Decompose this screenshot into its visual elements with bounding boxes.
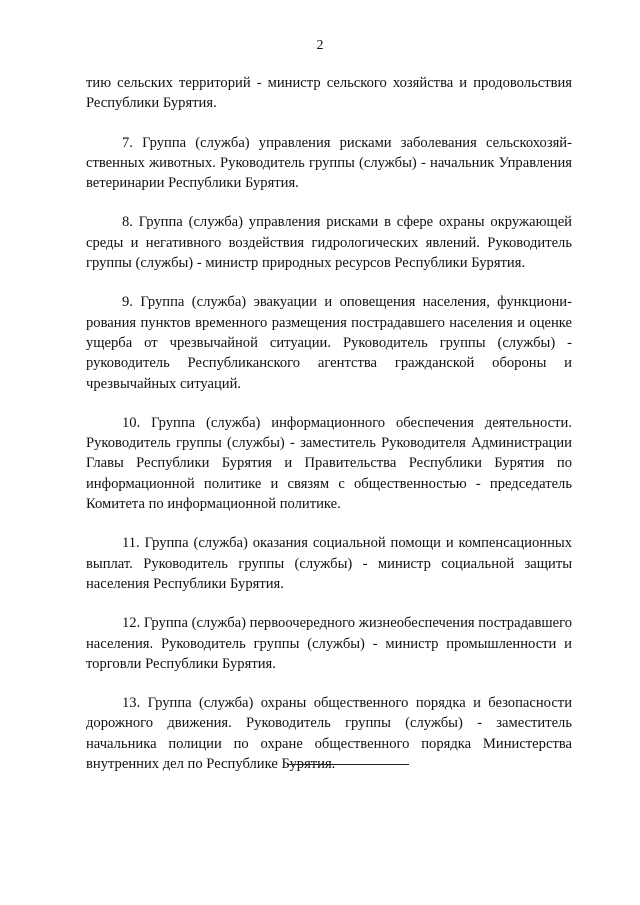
paragraph-continuation: тию сельских территорий - министр сельского хозяйства и продовольствия Республики Бурятия. [86,75,572,112]
end-of-document-rule [287,764,409,765]
paragraph-item-13: 13. Группа (служба) охраны общественного порядка и безопасности дорожного движения. Руководитель группы (службы) - заместитель начальника полиции по охране общественного порядка Министерства внутренних дел по Республике Бурятия. [86,695,572,773]
paragraph-item-10: 10. Группа (служба) информационного обеспечения деятельности. Руководитель группы (службы) - заместитель Руководителя Администрации Главы Республики Бурятия и Правительства Республики Бурятия по информационной политике и связям с общественностью - председатель Комитета по информационной политике. [86,414,572,513]
paragraph-item-8: 8. Группа (служба) управления рисками в сфере охраны окружающей среды и негативного воздействия гидрологических явлений. Руководитель группы (службы) - министр природных ресурсов Республики Бурятия. [86,214,572,272]
paragraph-item-12: 12. Группа (служба) первоочередного жизнеобеспечения пострадавшего населения. Руководитель группы (службы) - министр промышленности и торговли Республики Бурятия. [86,615,572,672]
document-body [86,73,572,793]
paragraph-item-9: 9. Группа (служба) эвакуации и оповещения населения, функционирования пунктов временного размещения пострадавшего населения и оценке ущерба от чрезвычайной ситуации. Руководитель группы (службы) - руководитель Республиканского агентства гражданской обороны и чрезвычайных ситуаций. [86,294,572,392]
page-number: 2 [316,38,324,53]
paragraph-item-11: 11. Группа (служба) оказания социальной помощи и компенсационных выплат. Руководитель группы (службы) - министр социальной защиты населения Республики Бурятия. [86,535,572,592]
paragraph-item-7: 7. Группа (служба) управления рисками заболевания сельскохозяйственных животных. Руководитель группы (службы) - начальник Управления ветеринарии Республики Бурятия. [86,134,572,192]
